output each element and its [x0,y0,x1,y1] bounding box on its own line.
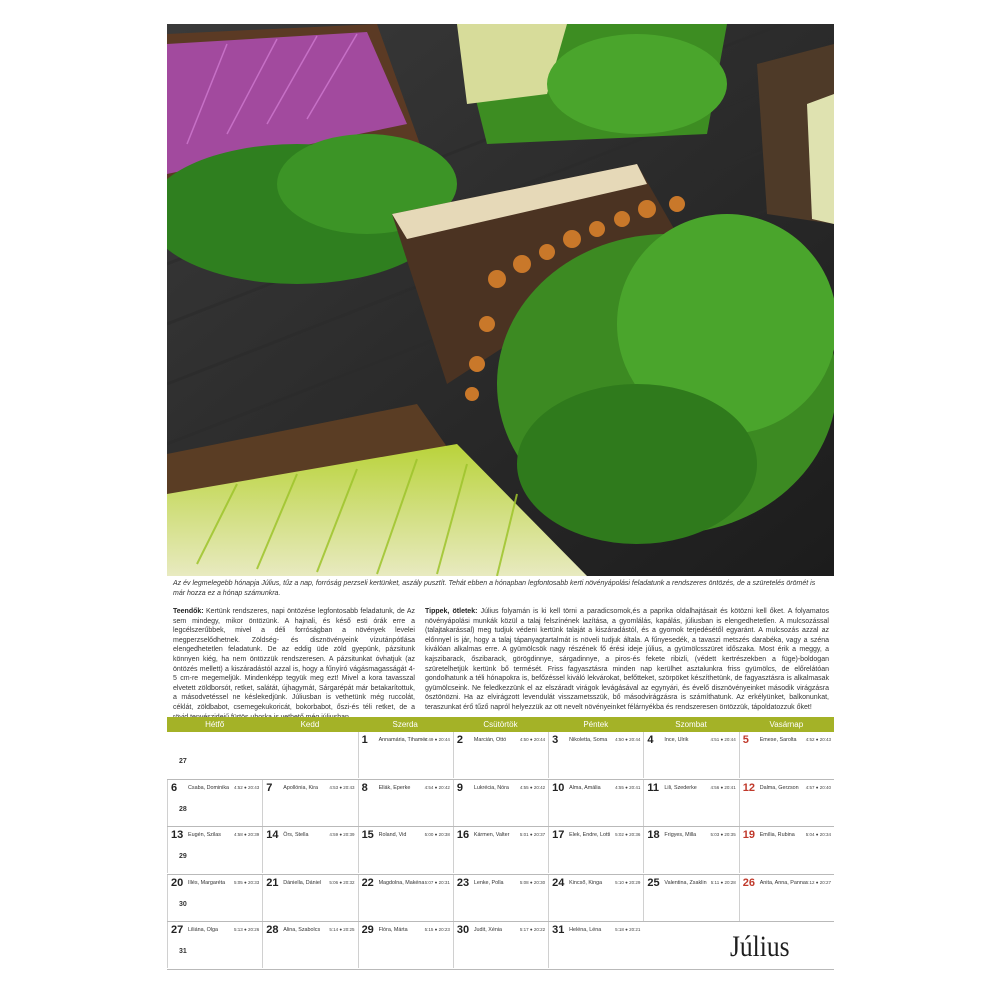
day-cell [548,922,643,968]
name-day: Kincső, Kinga [569,879,603,886]
name-day: Alma, Amália [569,784,601,791]
day-number: 10 [552,781,565,794]
name-day: Ellák, Eperke [378,784,411,791]
name-day: Örs, Stella [283,832,309,838]
name-day: Csaba, Dominika [188,784,230,791]
name-day: Emília, Rubina [759,832,795,838]
day-cell [739,875,834,921]
day-cell [358,732,453,778]
sun-times: 5:12 ● 20:27 [805,879,831,885]
day-cell [358,875,453,921]
day-cell [643,732,738,778]
weekday-label: Péntek [583,720,609,729]
sun-times: 5:06 ● 20:32 [329,879,355,885]
day-number: 14 [266,829,279,841]
sun-times: 5:11 ● 20:28 [710,879,736,885]
day-number: 25 [647,876,660,889]
name-day: Annamária, Tihamér [378,737,428,743]
day-number: 9 [456,781,463,794]
month-title: Július [730,930,790,963]
sun-times: 5:04 ● 20:34 [805,832,831,837]
calendar-week-row [167,780,834,828]
day-number: 22 [361,876,374,889]
day-cell [453,875,548,921]
todo-text: Kertünk rendszeres, napi öntözése legfontosabb feladatunk, de Az sem mindegy, mikor öntözünk. A hajnali, és késő esti órák erre a legcélszerűbbek, mivel a déli forróságban a növények levelei megperzselődhetnek. Zöldség- és disznövényeink vízutánpótlása elengedhetetlen feladatunk. De az eddig üde zöld gyepünk, pázsitunk könnyen kiég, ha nem öntözzük rendszeresen. A pázsitunkat óvhatjuk (az öntözés mellett) a kiszáradástól azzal is, hogy a fűnyíró vágásmagasságát 4-5 cm-re megemeljük. Mindenképp tegyük meg ezt! Mivel a kora tavasszal elvetett zöldborsót, retket, salátát, újhagymát, Sárgarépát már betakarítottuk, a másodvetéssel ne késlekedjünk. Júliusban is vethetünk még ruccolát, céklát, zöldbabot, csemegekukoricát, bokorbabot, őszi-és téli retket, de a [173,608,415,711]
sun-times: 5:00 ● 20:38 [424,832,450,837]
sun-times: 5:08 ● 20:30 [519,879,546,885]
weekday-label: Csütörtök [483,720,518,729]
name-day: Judit, Xénia [473,927,503,933]
calendar-week-row [167,732,834,780]
week-number: 30 [179,900,187,908]
sun-times: 5:14 ● 20:25 [329,927,355,932]
day-number: 31 [552,924,565,936]
sun-times: 5:13 ● 20:26 [234,927,260,932]
microgreens-photo [167,24,834,576]
day-cell [262,780,357,826]
day-cell [739,780,834,826]
week-number: 29 [179,853,187,860]
tips-column [425,607,829,713]
weekday-label: Szombat [675,720,707,729]
weekday-label: Kedd [300,720,320,729]
name-day: Valentina, Zsaklin [664,879,707,886]
tips-heading: Tippek, ötletek: [425,608,478,615]
day-cell [358,780,453,826]
sun-times: 4:56 ● 20:41 [710,784,736,790]
day-number: 28 [266,924,279,936]
day-cell [167,922,262,968]
day-number: 18 [647,829,660,841]
day-cell [262,827,357,873]
sun-times: 4:58 ● 20:39 [234,832,260,837]
day-number: 2 [456,734,463,746]
day-cell [453,922,548,968]
day-cell [643,780,738,826]
day-cell [643,827,738,873]
weekday-header [167,717,834,732]
todo-column [173,607,415,722]
day-number: 30 [456,924,470,936]
sun-times: 4:55 ● 20:41 [615,784,641,790]
day-number: 15 [361,829,374,841]
day-cell [643,875,738,921]
day-number: 27 [171,924,184,936]
tips-text: Július folyamán is ki kell törni a paradicsomok,és a paprika oldalhajtásait és kötözni kell őket. A folyamatos növényápolási munkák közül a talaj felszínének lazítása, a gyomlálás, kapálás, júliusban is elengedhetetlen. A mulcsozással (talajtakarással) meg tudjuk védeni kertünk talaját a kiszáradástól, és a gyomok terjedésétől egyaránt. A mulcsozás azzal az előnnyel is jár, hogy a talaj tápanyagtartalmát is növeli tudjuk általa. A fűnyesedék, a tavaszi metszés darabéka, vagy a széna kiválóan alkalmas erre. A gyümölcsök nagy részének fő érési ideje július, a gyümölcsszüret időszaka. Most érik a meggy, a kajszibarack, őszibarack, görögdinnye, sárgadinnye, a piros-és fekete ribizli, (védett kertrészekben a füge)-boldogan szüretelhetjük kertünk bő termését. Friss fagyasztásra minden nap kerülhet asztalunkra friss gyümölcs, de előrelátóan gondolhatunk a téli hónapokra is, befőzéssel kiváló lekvárokat, befőtteket, szörpöket készíthetünk, de fagyasztásra is alkalmasak gyümölcseink. Ne feledkezzünk el az elszáradt virágok levágásával az egynyári, és évelő disznövényeinket második virágzásra ösztönözni. Ha az elvirágzott levendulát visszametsszük, bő másodvirágzásra is számíthatunk. Az erkélyünket, balkonunkat, teraszunkat érő tűző napról helyezzük az ott nevelt növényeinket félárnyékba és rendszeresen öntözzük, tápoldatozzuk őket! [425,608,829,711]
day-number: 29 [361,924,374,936]
weekday-label: Vasárnap [769,720,804,729]
sun-times: 5:01 ● 20:37 [519,832,546,837]
sun-times: 5:15 ● 20:23 [424,927,450,932]
name-day: Frigyes, Milla [664,832,697,838]
name-day: Lukrécia, Nóra [473,784,509,791]
day-number: 12 [742,781,755,794]
day-cell [453,780,548,826]
day-cell [453,732,548,778]
name-day: Anita, Anna, Panna [759,879,806,886]
day-number: 5 [742,734,749,746]
sun-times: 4:53 ● 20:43 [329,784,355,790]
day-number: 17 [552,829,565,841]
day-number: 20 [171,876,184,889]
sun-times: 4:55 ● 20:42 [519,784,546,790]
microgreens-illustration [167,24,834,576]
day-cell [358,827,453,873]
todo-heading: Teendők: [173,608,204,615]
name-day: Magdolna, Makéna [378,879,425,886]
name-day: Kármen, Valter [473,832,510,838]
day-cell [548,827,643,873]
sun-times: 5:02 ● 20:36 [615,832,641,837]
name-day: Alina, Szabolcs [283,927,321,933]
name-day: Marcián, Ottó [473,737,507,743]
day-cell [167,875,262,921]
day-number: 11 [647,781,660,794]
week-number: 31 [179,948,187,955]
day-number: 7 [266,781,273,794]
name-day: Dalma, Gerzson [759,784,799,791]
sun-times: 4:59 ● 20:39 [329,832,355,837]
sun-times: 4:52 ● 20:43 [805,737,831,742]
weekday-label: Hétfő [205,720,225,729]
day-cell [548,780,643,826]
day-cell [453,827,548,873]
name-day: Elek, Endre, Lotti [569,832,611,838]
day-number: 16 [456,829,470,841]
sun-times: 5:05 ● 20:33 [234,879,260,885]
sun-times: 5:18 ● 20:21 [615,927,641,932]
name-day: Apollónia, Kira [283,784,319,791]
calendar-week-row [167,875,834,923]
day-number: 1 [361,734,368,746]
day-number: 13 [171,829,184,841]
day-number: 19 [742,829,755,841]
day-number: 21 [266,876,279,889]
name-day: Heléna, Léna [569,927,602,933]
name-day: Liliána, Olga [188,927,218,933]
sun-times: 4:49 ● 20:44 [424,737,450,742]
photo-caption: Az év legmelegebb hónapja Július, tűz a nap, forróság perzseli kertünket, aszály pusztít. Tehát ebben a hónapban legfontosabb kerti növényápolási feladatunk a rendszeres öntözés, de a szüretelés örömét is már hozza ez a hónap számunkra. [173,580,816,597]
name-day: Dániella, Dániel [283,879,322,886]
sun-times: 4:51 ● 20:44 [710,737,736,742]
sun-times: 4:54 ● 20:42 [424,784,450,790]
day-cell [262,875,357,921]
day-cell [548,875,643,921]
name-day: Nikoletta, Soma [569,737,608,743]
name-day: Lili, Szederke [664,784,697,791]
name-day: Flóra, Márta [378,927,408,933]
sun-times: 4:50 ● 20:44 [615,737,641,742]
sun-times: 4:50 ● 20:44 [519,737,546,742]
day-number: 23 [456,876,470,889]
name-day: Roland, Vid [378,832,407,838]
name-day: Lenke, Polla [473,879,504,886]
calendar-page [167,24,834,976]
name-day: Emese, Sarolta [759,737,797,743]
name-day: Eugén, Szilas [188,832,221,838]
sun-times: 5:07 ● 20:31 [424,879,450,885]
name-day: Illés, Margaréta [188,879,226,886]
day-number: 26 [742,876,755,889]
day-cell [167,827,262,873]
sun-times: 4:57 ● 20:40 [805,784,831,790]
week-number: 28 [179,805,187,813]
week-number: 27 [179,758,187,765]
sun-times: 5:03 ● 20:35 [710,832,736,837]
calendar-week-row [167,827,834,875]
sun-times: 4:52 ● 20:43 [234,784,260,790]
name-day: Ince, Ulrik [664,737,689,743]
day-number: 24 [552,876,565,889]
day-cell [167,780,262,826]
day-number: 3 [552,734,559,746]
day-number: 4 [647,734,654,746]
day-cell [358,922,453,968]
day-cell [262,922,357,968]
day-number: 6 [171,781,178,794]
day-number: 8 [361,781,368,794]
day-cell [739,827,834,873]
day-cell [548,732,643,778]
day-cell [739,732,834,778]
sun-times: 5:17 ● 20:22 [519,927,546,932]
weekday-label: Szerda [392,720,418,729]
sun-times: 5:10 ● 20:29 [615,879,641,885]
